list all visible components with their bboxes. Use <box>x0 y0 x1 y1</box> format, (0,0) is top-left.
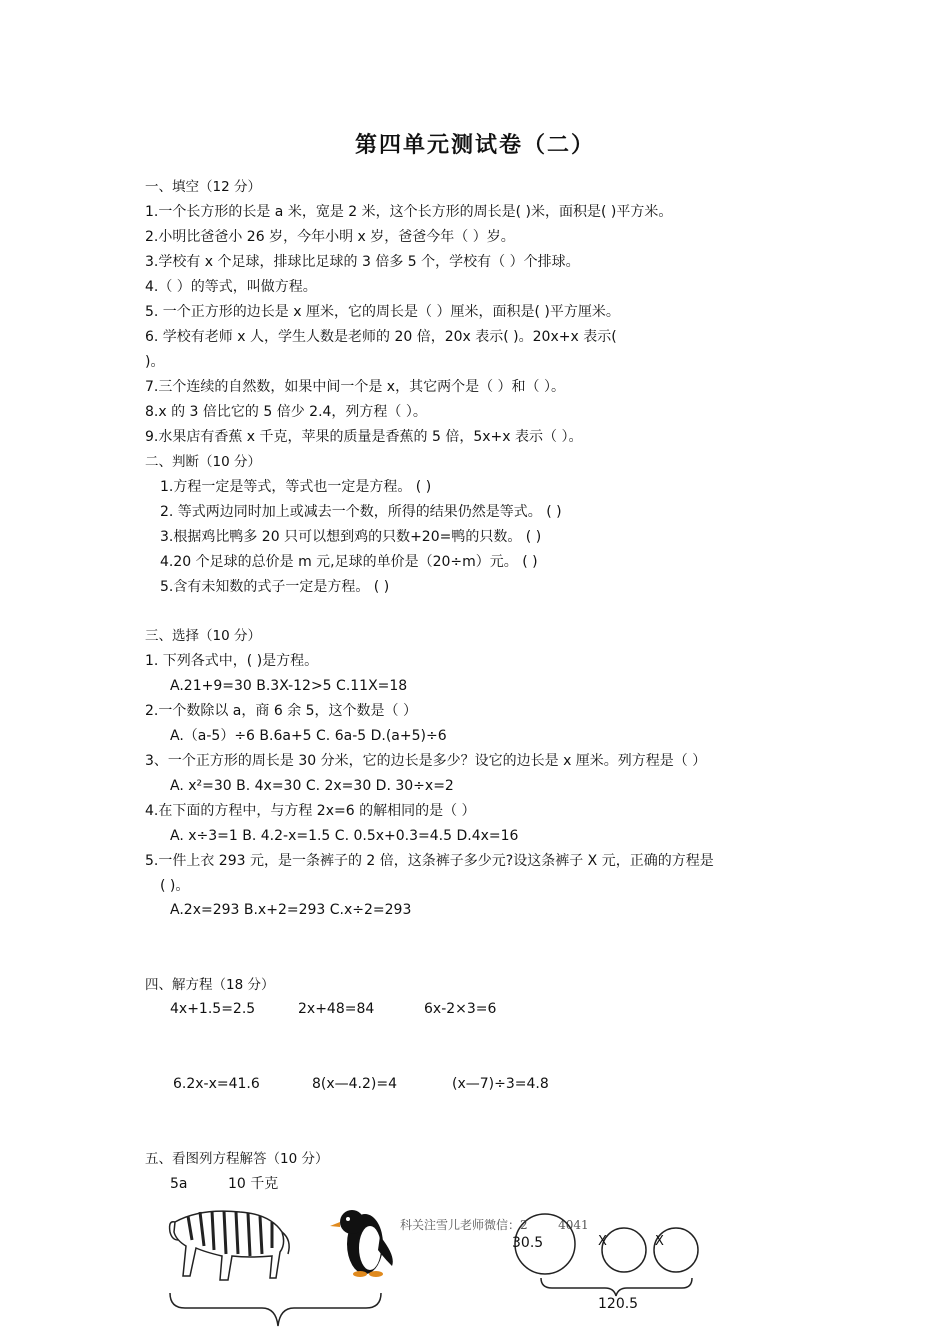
equation-1: 4x+1.5=2.5 <box>170 1001 256 1017</box>
circle-2 <box>602 1228 646 1272</box>
q3-1-options: A.21+9=30 B.3X-12>5 C.11X=18 <box>170 678 408 694</box>
equation-3: 6x-2×3=6 <box>424 1001 497 1017</box>
q3-5-cont: ( )。 <box>160 878 190 894</box>
q3-2: 2.一个数除以 a，商 6 余 5，这个数是（ ） <box>145 703 418 719</box>
penguin-icon <box>330 1210 393 1277</box>
q1-6: 6. 学校有老师 x 人，学生人数是老师的 20 倍，20x 表示( )。20x+x 表示( <box>145 329 617 345</box>
q3-2-options: A.（a-5）÷6 B.6a+5 C. 6a-5 D.(a+5)÷6 <box>170 728 447 744</box>
q1-9: 9.水果店有香蕉 x 千克，苹果的质量是香蕉的 5 倍，5x+x 表示（ ）。 <box>145 429 583 445</box>
section-3-heading: 三、选择（10 分） <box>145 628 261 644</box>
total-label: 120.5 <box>598 1296 639 1312</box>
q1-4: 4.（ ）的等式，叫做方程。 <box>145 279 317 295</box>
tiger-label: 5a <box>170 1176 188 1192</box>
q1-5: 5. 一个正方形的边长是 x 厘米，它的周长是（ ）厘米，面积是( )平方厘米。 <box>145 304 620 320</box>
q1-6-cont: )。 <box>145 354 165 370</box>
q3-3: 3、一个正方形的周长是 30 分米，它的边长是多少？设它的边长是 x 厘米。列方程是（ ） <box>145 753 707 769</box>
q2-1: 1.方程一定是等式，等式也一定是方程。 ( ) <box>160 479 432 495</box>
circle-label-1: 30.5 <box>512 1235 544 1251</box>
q1-2: 2.小明比爸爸小 26 岁，今年小明 x 岁，爸爸今年（ ）岁。 <box>145 229 515 245</box>
penguin-label: 10 千克 <box>228 1176 279 1192</box>
watermark: 科关注雪儿老师微信：2 4041 <box>400 1218 589 1232</box>
q3-5: 5.一件上衣 293 元，是一条裤子的 2 倍，这条裤子多少元?设这条裤子 X 元，正确的方程是 <box>145 853 714 869</box>
q2-3: 3.根据鸡比鸭多 20 只可以想到鸡的只数+20=鸭的只数。 ( ) <box>160 529 542 545</box>
q3-1: 1. 下列各式中，( )是方程。 <box>145 653 319 669</box>
q3-3-options: A. x²=30 B. 4x=30 C. 2x=30 D. 30÷x=2 <box>170 778 454 794</box>
tiger-icon <box>170 1211 290 1280</box>
equation-4: 6.2x-x=41.6 <box>173 1076 260 1092</box>
section-5-heading: 五、看图列方程解答（10 分） <box>145 1151 329 1167</box>
q3-4: 4.在下面的方程中，与方程 2x=6 的解相同的是（ ） <box>145 803 476 819</box>
q3-4-options: A. x÷3=1 B. 4.2-x=1.5 C. 0.5x+0.3=4.5 D.4x=16 <box>170 828 519 844</box>
equation-6: (x—7)÷3=4.8 <box>452 1076 549 1092</box>
q1-3: 3.学校有 x 个足球，排球比足球的 3 倍多 5 个，学校有（ ）个排球。 <box>145 254 580 270</box>
q2-5: 5.含有未知数的式子一定是方程。 ( ) <box>160 579 390 595</box>
q1-8: 8.x 的 3 倍比它的 5 倍少 2.4，列方程（ ）。 <box>145 404 427 420</box>
animals-brace <box>170 1293 381 1326</box>
circles-brace <box>541 1278 692 1296</box>
q3-5-options: A.2x=293 B.x+2=293 C.x÷2=293 <box>170 902 412 918</box>
circle-label-2: X <box>598 1234 607 1249</box>
equation-5: 8(x—4.2)=4 <box>312 1076 398 1092</box>
circle-label-3: X <box>655 1234 664 1249</box>
q1-1: 1.一个长方形的长是 a 米，宽是 2 米，这个长方形的周长是( )米，面积是( )平方米。 <box>145 204 673 220</box>
q2-4: 4.20 个足球的总价是 m 元,足球的单价是（20÷m）元。 ( ) <box>160 554 538 570</box>
q2-2: 2. 等式两边同时加上或减去一个数，所得的结果仍然是等式。 ( ) <box>160 504 562 520</box>
section-4-heading: 四、解方程（18 分） <box>145 977 275 993</box>
q1-7: 7.三个连续的自然数，如果中间一个是 x，其它两个是（ ）和（ ）。 <box>145 379 565 395</box>
equation-2: 2x+48=84 <box>298 1001 375 1017</box>
page-title: 第四单元测试卷（二） <box>354 132 595 158</box>
section-1-heading: 一、填空（12 分） <box>145 179 261 195</box>
section-2-heading: 二、判断（10 分） <box>145 454 261 470</box>
